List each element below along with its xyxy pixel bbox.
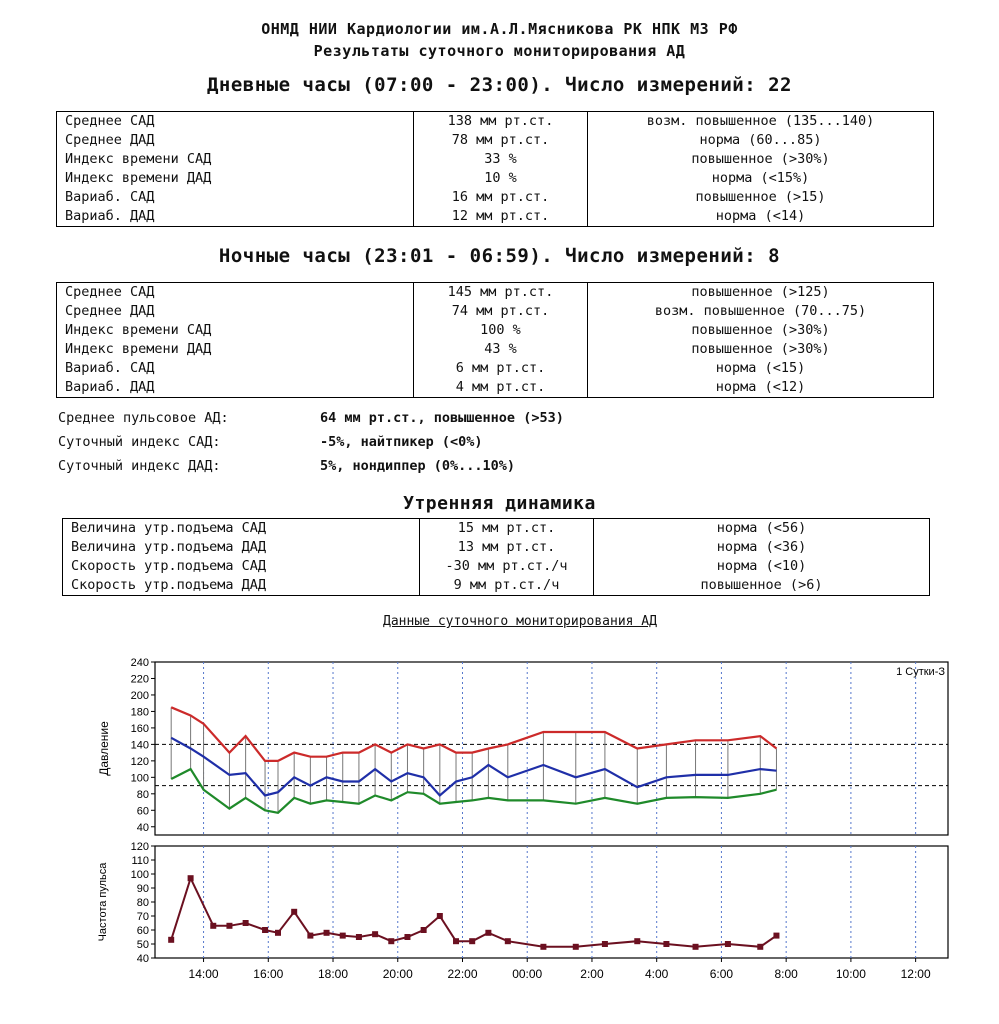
morning-value-cell: 13 мм рт.ст. (420, 538, 594, 557)
day-value-cell: 12 мм рт.ст. (414, 207, 588, 227)
night-label-cell: Среднее ДАД (65, 303, 155, 319)
night-label-cell: Вариаб. ДАД (65, 379, 155, 395)
hr-point (573, 944, 579, 950)
bp-ytick-label: 40 (136, 821, 149, 834)
morning-value-cell: 9 мм рт.ст./ч (420, 576, 594, 596)
hr-ytick-label: 100 (130, 869, 149, 881)
morning-assessment-cell: норма (<36) (594, 538, 930, 557)
night-label-cell: Индекс времени САД (65, 322, 212, 338)
bp-ytick-label: 60 (136, 805, 149, 818)
day-value-cell: 138 мм рт.ст. (414, 112, 588, 132)
hr-ytick-label: 90 (136, 883, 149, 895)
morning-assessment-cell: повышенное (>6) (594, 576, 930, 596)
bp-plot-frame (155, 662, 948, 835)
hr-point (226, 923, 232, 929)
night-assessment-cell: повышенное (>30%) (588, 321, 934, 340)
summary-value: 64 мм рт.ст., повышенное (>53) (320, 410, 564, 426)
hr-point (725, 941, 731, 947)
day-label-cell: Вариаб. САД (65, 189, 155, 205)
xtick-label: 10:00 (835, 967, 866, 981)
hr-point (168, 937, 174, 943)
hr-point (421, 927, 427, 933)
institution-title: ОНМД НИИ Кардиологии им.А.Л.Мясникова РК НПК МЗ РФ (261, 20, 738, 38)
night-assessment-cell: повышенное (>30%) (588, 340, 934, 359)
day-label-cell: Вариаб. ДАД (65, 208, 155, 224)
hr-point (693, 944, 699, 950)
night-assessment-cell: норма (<12) (588, 378, 934, 398)
bp-ytick-label: 140 (130, 739, 149, 752)
night-value-cell: 74 мм рт.ст. (414, 302, 588, 321)
day-assessment-cell: повышенное (>30%) (588, 150, 934, 169)
night-assessment-cell: повышенное (>125) (588, 283, 934, 303)
xtick-label: 6:00 (709, 967, 734, 981)
morning-label-cell: Скорость утр.подъема САД (71, 558, 267, 574)
hr-ylabel: Частота пульса (97, 862, 109, 942)
morning-label-cell: Величина утр.подъема ДАД (71, 539, 267, 555)
day-value-cell: 78 мм рт.ст. (414, 131, 588, 150)
hr-point (540, 944, 546, 950)
hr-point (773, 933, 779, 939)
night-value-cell: 43 % (414, 340, 588, 359)
hr-point (485, 930, 491, 936)
hr-ytick-label: 60 (136, 925, 149, 937)
day-label-cell: Среднее САД (65, 113, 155, 129)
night-value-cell: 4 мм рт.ст. (414, 378, 588, 398)
report-title: Результаты суточного мониторирования АД (313, 42, 686, 60)
bp-ytick-label: 180 (130, 706, 149, 719)
hr-point (324, 930, 330, 936)
bp-ytick-label: 240 (130, 657, 149, 669)
night-label-cell: Среднее САД (65, 284, 155, 300)
summary-value: 5%, нондиппер (0%...10%) (320, 458, 516, 474)
hr-point (388, 938, 394, 944)
xtick-label: 12:00 (900, 967, 931, 981)
day-assessment-cell: норма (60...85) (588, 131, 934, 150)
night-assessment-cell: норма (<15) (588, 359, 934, 378)
xtick-label: 4:00 (645, 967, 669, 981)
day-value-cell: 16 мм рт.ст. (414, 188, 588, 207)
xtick-label: 00:00 (512, 967, 543, 981)
day-assessment-cell: повышенное (>15) (588, 188, 934, 207)
hr-plot-frame (155, 846, 948, 958)
xtick-label: 16:00 (253, 967, 284, 981)
morning-assessment-cell: норма (<10) (594, 557, 930, 576)
morning-label-cell: Скорость утр.подъема ДАД (71, 577, 267, 593)
hr-point (453, 938, 459, 944)
chart-title: Данные суточного мониторирования АД (383, 614, 657, 629)
xtick-label: 8:00 (774, 967, 798, 981)
day-value-cell: 10 % (414, 169, 588, 188)
bp-ytick-label: 200 (130, 689, 149, 702)
bp-series-line (171, 707, 776, 761)
hr-point (404, 934, 410, 940)
day-label-cell: Среднее ДАД (65, 132, 155, 148)
morning-value-cell: 15 мм рт.ст. (420, 519, 594, 539)
night-label-cell: Индекс времени ДАД (65, 341, 212, 357)
hr-point (210, 923, 216, 929)
hr-point (243, 920, 249, 926)
hr-point (262, 927, 268, 933)
day-assessment-cell: возм. повышенное (135...140) (588, 112, 934, 132)
night-label-cell: Вариаб. САД (65, 360, 155, 376)
hr-ytick-label: 70 (136, 911, 149, 923)
xtick-label: 20:00 (382, 967, 413, 981)
hr-ytick-label: 120 (130, 841, 149, 853)
morning-value-cell: -30 мм рт.ст./ч (420, 557, 594, 576)
bp-ytick-label: 160 (130, 722, 149, 735)
hr-point (291, 909, 297, 915)
bp-ylabel: Давление (97, 721, 111, 776)
hr-point (469, 938, 475, 944)
summary-label: Суточный индекс САД: (58, 434, 221, 450)
night-assessment-cell: возм. повышенное (70...75) (588, 302, 934, 321)
xtick-label: 22:00 (447, 967, 478, 981)
night-value-cell: 6 мм рт.ст. (414, 359, 588, 378)
hr-point (663, 941, 669, 947)
hr-point (602, 941, 608, 947)
hr-point (505, 938, 511, 944)
bp-series-line (171, 738, 776, 796)
hr-point (188, 875, 194, 881)
hr-point (356, 934, 362, 940)
bp-ytick-label: 220 (130, 673, 149, 686)
night-value-cell: 145 мм рт.ст. (414, 283, 588, 303)
xtick-label: 14:00 (188, 967, 219, 981)
day-label-cell: Индекс времени САД (65, 151, 212, 167)
hr-ytick-label: 80 (136, 897, 149, 909)
hr-point (757, 944, 763, 950)
day-assessment-cell: норма (<15%) (588, 169, 934, 188)
hr-point (340, 933, 346, 939)
summary-value: -5%, найтпикер (<0%) (320, 434, 483, 450)
xtick-label: 2:00 (580, 967, 604, 981)
hr-ytick-label: 110 (131, 855, 149, 867)
summary-label: Суточный индекс ДАД: (58, 458, 221, 474)
night-section-title: Ночные часы (23:01 - 06:59). Число измерений: 8 (218, 245, 781, 267)
summary-label: Среднее пульсовое АД: (58, 410, 229, 426)
day-label-cell: Индекс времени ДАД (65, 170, 212, 186)
day-section-title: Дневные часы (07:00 - 23:00). Число измерений: 22 (206, 74, 792, 96)
hr-point (437, 913, 443, 919)
day-value-cell: 33 % (414, 150, 588, 169)
hr-ytick-label: 40 (136, 953, 149, 965)
hr-point (275, 930, 281, 936)
bp-ytick-label: 120 (130, 755, 149, 768)
hr-point (307, 933, 313, 939)
hr-ytick-label: 50 (136, 939, 149, 951)
bp-ytick-label: 80 (136, 788, 149, 801)
morning-assessment-cell: норма (<56) (594, 519, 930, 539)
xtick-label: 18:00 (318, 967, 349, 981)
hr-series-line (171, 878, 776, 947)
morning-section-title: Утренняя динамика (403, 493, 596, 514)
hr-point (634, 938, 640, 944)
corner-label: 1 Сутки-З (896, 666, 945, 678)
bp-ytick-label: 100 (130, 772, 149, 785)
hr-point (372, 931, 378, 937)
day-assessment-cell: норма (<14) (588, 207, 934, 227)
night-value-cell: 100 % (414, 321, 588, 340)
morning-label-cell: Величина утр.подъема САД (71, 520, 267, 536)
